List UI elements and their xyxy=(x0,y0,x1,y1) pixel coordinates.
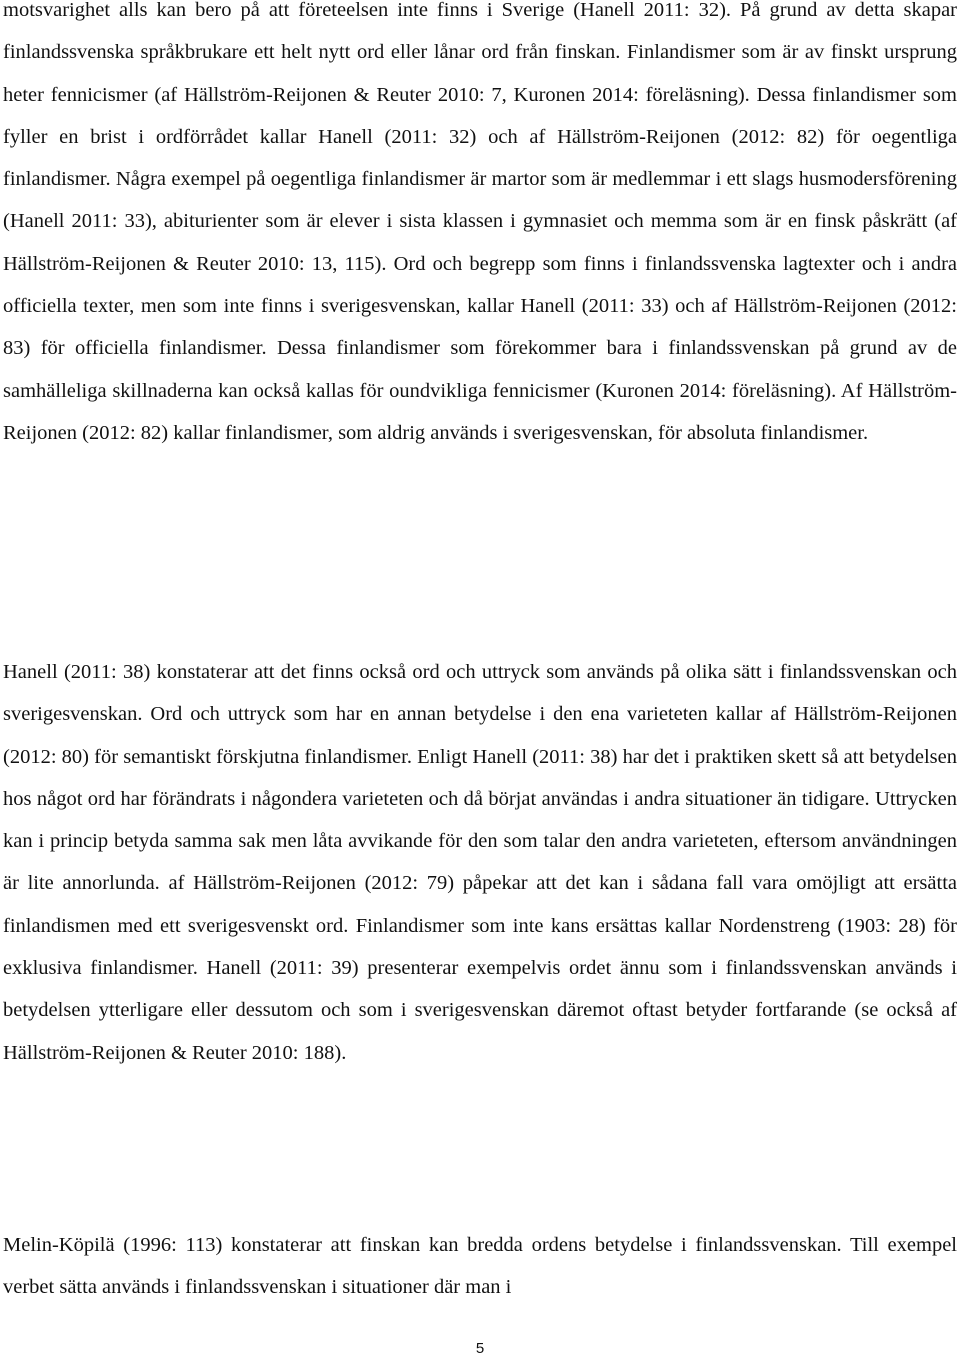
body-paragraph: Melin-Köpilä (1996: 113) konstaterar att finskan kan bredda ordens betydelse i finlandssvenskan. Till exempel verbet sätta används i finlandssvenskan i situationer där man i xyxy=(3,1234,957,1299)
page-number: 5 xyxy=(475,1340,485,1357)
body-paragraph: Hanell (2011: 38) konstaterar att det finns också ord och uttryck som används på olika sätt i finlandssvenskan och sverigesvenskan. Ord och uttryck som har en annan betydelse i den ena varieteten kallar af Hällström-Reijonen (2012: 80) för semantiskt förskjutna finlandismer. Enligt Hanell (2011: 38) har det i praktiken skett så att betydelsen hos något ord har förändrats i någondera varieteten och då börjat användas i andra situationer än tidigare. Uttrycken kan i princip betyda samma sak men låta avvikande för den som talar den andra varieteten, eftersom användningen är lite annorlunda. af Hällström-Reijonen (2012: 79) påpekar att det kan i sådana fall vara omöjligt att ersätta finlandismen med ett sverigesvenskt ord. Finlandismer som inte kans ersättas kallar Nordenstreng (1903: 28) för exklusiva finlandismer. Hanell (2011: 39) presenterar exempelvis ordet ännu som i finlandssvenskan används i betydelsen ytterligare eller dessutom och som i sverigesvenskan däremot oftast betyder fortfarande (se också af Hällström-Reijonen & Reuter 2010: 188). xyxy=(3,661,957,1064)
body-paragraph: motsvarighet alls kan bero på att företeelsen inte finns i Sverige (Hanell 2011: 32). På grund av detta skapar finlandssvenska språkbrukare ett helt nytt ord eller lånar ord från finskan. Finlandismer som är av finskt ursprung heter fennicismer (af Hällström-Reijonen & Reuter 2010: 7, Kuronen 2014: föreläsning). Dessa finlandismer som fyller en brist i ordförrådet kallar Hanell (2011: 32) och af Hällström-Reijonen (2012: 82) för oegentliga finlandismer. Några exempel på oegentliga finlandismer är martor som är medlemmar i ett slags husmodersförening (Hanell 2011: 33), abiturienter som är elever i sista klassen i gymnasiet och memma som är en finsk påskrätt (af Hällström-Reijonen & Reuter 2010: 13, 115). Ord och begrepp som finns i finlandssvenska lagtexter och i andra officiella texter, men som inte finns i sverigesvenskan, kallar Hanell (2011: 33) och af Hällström-Reijonen (2012: 83) för officiella finlandismer. Dessa finlandismer som förekommer bara i finlandssvenskan på grund av de samhälleliga skillnaderna kan också kallas för oundvikliga fennicismer (Kuronen 2014: föreläsning). Af Hällström-Reijonen (2012: 82) kallar finlandismer, som aldrig används i sverigesvenskan, för absoluta finlandismer. xyxy=(3,0,957,444)
